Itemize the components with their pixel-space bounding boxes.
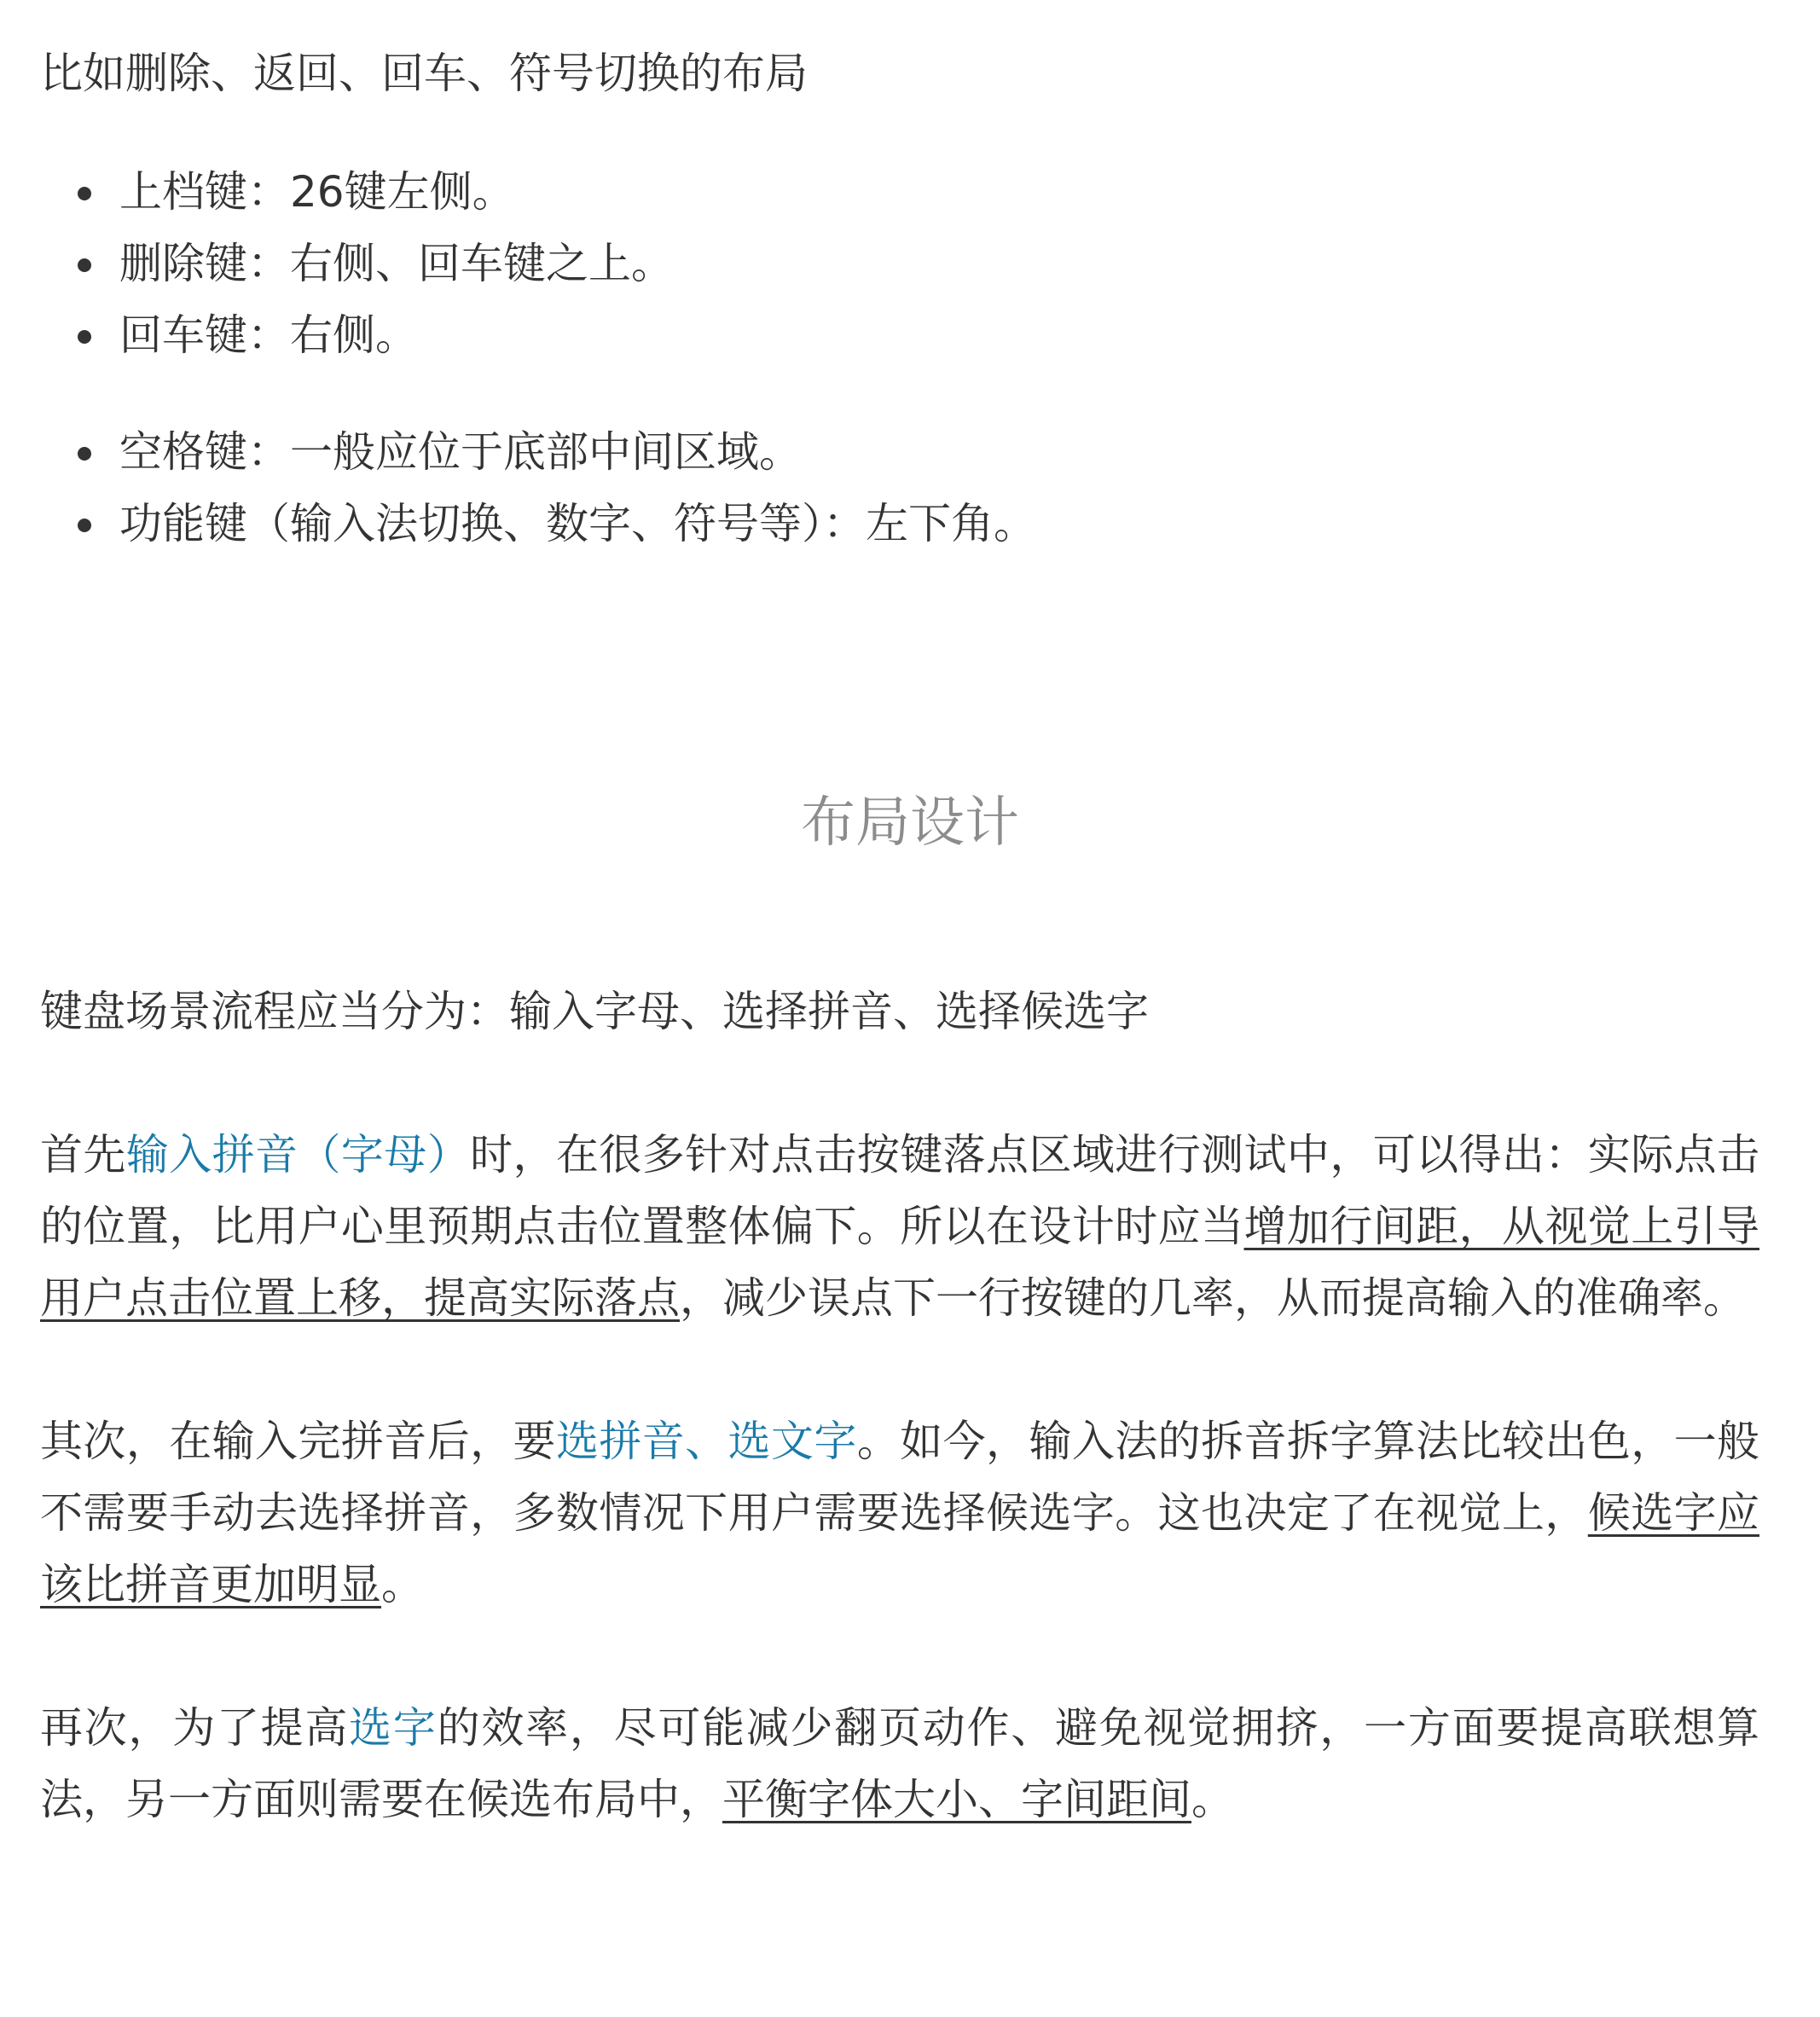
text-segment: 再次，为了提高 — [40, 1703, 350, 1753]
paragraph-candidate-select — [40, 1406, 1759, 1620]
highlight-text: 选字 — [349, 1703, 438, 1753]
text-segment: 的效率，尽可能减少翻页动作、避免视觉拥挤，一方面要提高联想算法，另一方面则需要在候选布局中， — [40, 1703, 1760, 1824]
text-segment: 。 — [1191, 1775, 1234, 1824]
intro-text: 比如删除、返回、回车、符号切换的布局 — [40, 49, 808, 98]
paragraph-flow: 键盘场景流程应当分为：输入字母、选择拼音、选择候选字 — [40, 987, 1149, 1036]
key-layout-list-a — [0, 156, 674, 371]
text-segment: 。如今，输入法的拆音拆字算法比较出色，一般不需要手动去选择拼音，多数情况下用户需要选择候选字。这也决定了在视觉上， — [40, 1417, 1760, 1538]
underlined-text: 增加行间距，从视觉上引导用户点击位置上移，提高实际落点 — [40, 1202, 1760, 1323]
key-layout-list-b — [0, 416, 1036, 559]
list-item-space-key: 空格键：一般应位于底部中间区域。 — [119, 416, 1036, 488]
text-segment: 时，在很多针对点击按键落点区域进行测试中，可以得出：实际点击的位置，比用户心里预期点击位置整体偏下。所以在设计时应当 — [40, 1130, 1760, 1251]
list-item-function-key: 功能键（输入法切换、数字、符号等）：左下角。 — [119, 488, 1036, 559]
underlined-text: 平衡字体大小、字间距间 — [722, 1775, 1191, 1824]
text-segment: 首先 — [40, 1130, 126, 1179]
highlight-text: 选拼音、选文字 — [555, 1417, 857, 1466]
list-item-shift-key: 上档键：26键左侧。 — [119, 156, 674, 228]
list-item-delete-key: 删除键：右侧、回车键之上。 — [119, 228, 674, 299]
list-item-enter-key: 回车键：右侧。 — [119, 299, 674, 371]
paragraph-selection-efficiency — [40, 1692, 1759, 1835]
underlined-text: 候选字应该比拼音更加明显 — [40, 1488, 1760, 1609]
highlight-text: 输入拼音（字母） — [125, 1130, 471, 1179]
text-segment: 其次，在输入完拼音后，要 — [40, 1417, 556, 1466]
text-segment: 。 — [381, 1560, 424, 1609]
section-title: 布局设计 — [801, 791, 1019, 855]
paragraph-pinyin-input — [40, 1119, 1759, 1334]
text-segment: ，减少误点下一行按键的几率，从而提高输入的准确率。 — [680, 1273, 1746, 1323]
